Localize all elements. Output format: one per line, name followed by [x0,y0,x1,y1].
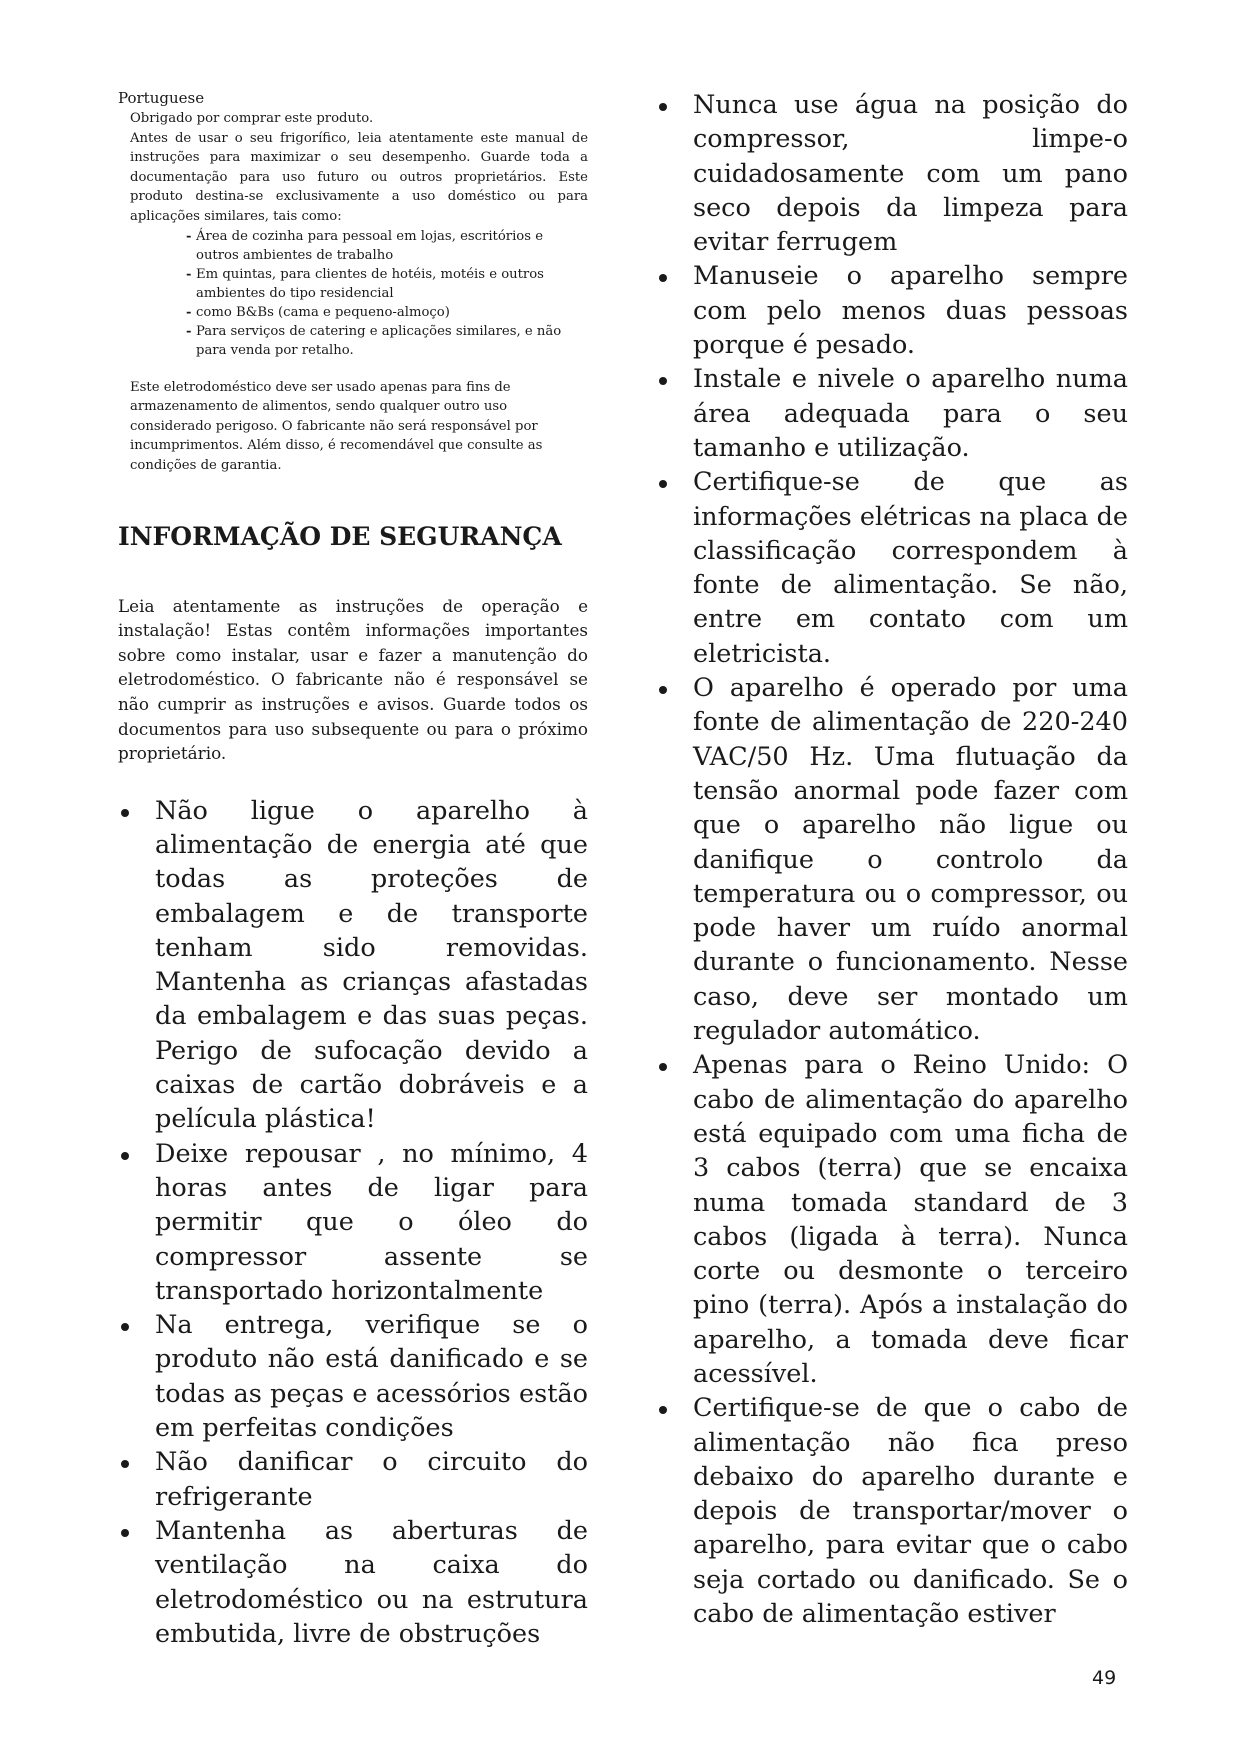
intro-block [130,109,588,227]
list-item: - Para serviços de catering e aplicações similares, e não para venda por retalho. [186,322,588,360]
left-bullet-list [118,794,588,1651]
language-label: Portuguese [118,89,205,107]
safety-heading: INFORMAÇÃO DE SEGURANÇA [118,521,562,551]
bullet-dot-icon [659,1406,667,1414]
bullet-item [656,465,1128,671]
right-column [656,88,1128,1631]
bullet-item [118,794,588,1137]
usage-paragraph: Este eletrodoméstico deve ser usado apenas para fins de armazenamento de alimentos, sendo qualquer outro uso considerado perigoso. O fabricante não será responsável por incumprimentos. Além disso, é recomendável que consulte as condições de garantia. [130,379,543,473]
bullet-text: Instale e nivele o aparelho numa área adequada para o seu tamanho e utilização. [693,364,1128,463]
page-number: 49 [1092,1667,1117,1689]
bullet-text: Não danificar o circuito do refrigerante [155,1447,588,1512]
bullet-dot-icon [659,480,667,488]
bullet-dot-icon [121,1460,129,1468]
bullet-text: Não ligue o aparelho à alimentação de energia até que todas as proteções de embalagem e de transporte tenham sido removidas. Mantenha as crianças afastadas da embalagem e das suas peças. Perigo de sufocação devido a caixas de cartão dobráveis e a película plástica! [155,795,588,1135]
bullet-item [118,1445,588,1514]
bullet-dot-icon [659,274,667,282]
bullet-item [656,671,1128,1048]
bullet-text: Deixe repousar , no mínimo, 4 horas antes de ligar para permitir que o óleo do compressor assente se transportado horizontalmente [155,1138,588,1306]
bullet-dot-icon [121,1152,129,1160]
bullet-dot-icon [121,1529,129,1537]
bullet-text: Na entrega, verifique se o produto não está danificado e se todas as peças e acessórios estão em perfeitas condições [155,1310,588,1444]
bullet-item [118,1308,588,1445]
bullet-item [118,1137,588,1308]
bullet-dot-icon [659,686,667,694]
bullet-item [656,1048,1128,1391]
right-bullet-list [656,88,1128,1631]
bullet-text: O aparelho é operado por uma fonte de alimentação de 220-240 VAC/50 Hz. Uma flutuação da tensão anormal pode fazer com que o aparelho não ligue ou danifique o controlo da temperatura ou o compressor, ou pode haver um ruído anormal durante o funcionamento. Nesse caso, deve ser montado um regulador automático. [693,673,1128,1047]
bullet-dot-icon [659,377,667,385]
bullet-text: Mantenha as aberturas de ventilação na caixa do eletrodoméstico ou na estrutura embutida, livre de obstruções [155,1515,588,1649]
list-item: - como B&Bs (cama e pequeno-almoço) [186,303,588,322]
usage-examples-list [118,227,588,360]
bullet-dot-icon [659,103,667,111]
safety-intro-paragraph: Leia atentamente as instruções de operação e instalação! Estas contêm informações importantes sobre como instalar, usar e fazer a manutenção do eletrodoméstico. O fabricante não é responsável se não cumprir as instruções e avisos. Guarde todos os documentos para uso subsequente ou para o próximo proprietário. [118,595,588,764]
bullet-dot-icon [121,1323,129,1331]
bullet-item [656,259,1128,362]
bullet-item [656,1391,1128,1631]
bullet-item [656,88,1128,259]
bullet-text: Nunca use água na posição do compressor, limpe-o cuidadosamente com um pano seco depois da limpeza para evitar ferrugem [693,90,1128,258]
bullet-item [118,1514,588,1651]
bullet-item [656,362,1128,465]
bullet-text: Apenas para o Reino Unido: O cabo de alimentação do aparelho está equipado com uma ficha de 3 cabos (terra) que se encaixa numa tomada standard de 3 cabos (ligada à terra). Nunca corte ou desmonte o terceiro pino (terra). Após a instalação do aparelho, a tomada deve ficar acessível. [693,1050,1128,1389]
intro-thanks: Obrigado por comprar este produto. [130,111,374,126]
list-item: - Em quintas, para clientes de hotéis, motéis e outros ambientes do tipo residencial [186,265,588,303]
list-item: - Área de cozinha para pessoal em lojas, escritórios e outros ambientes de trabalho [186,227,588,265]
bullet-dot-icon [659,1063,667,1071]
bullet-text: Certifique-se de que o cabo de alimentação não fica preso debaixo do aparelho durante e depois de transportar/mover o aparelho, para evitar que o cabo seja cortado ou danificado. Se o cabo de alimentação estiver [693,1393,1128,1630]
intro-paragraph: Antes de usar o seu frigorífico, leia atentamente este manual de instruções para maximizar o seu desempenho. Guarde toda a documentação para uso futuro ou outros proprietários. Este produto destina-se exclusivamente a uso doméstico ou para aplicações similares, tais como: [130,130,588,224]
bullet-dot-icon [121,809,129,817]
left-column [118,88,588,1651]
bullet-text: Manuseie o aparelho sempre com pelo menos duas pessoas porque é pesado. [693,261,1128,361]
bullet-text: Certifique-se de que as informações elétricas na placa de classificação correspondem à fonte de alimentação. Se não, entre em contato com um eletricista. [693,467,1128,669]
